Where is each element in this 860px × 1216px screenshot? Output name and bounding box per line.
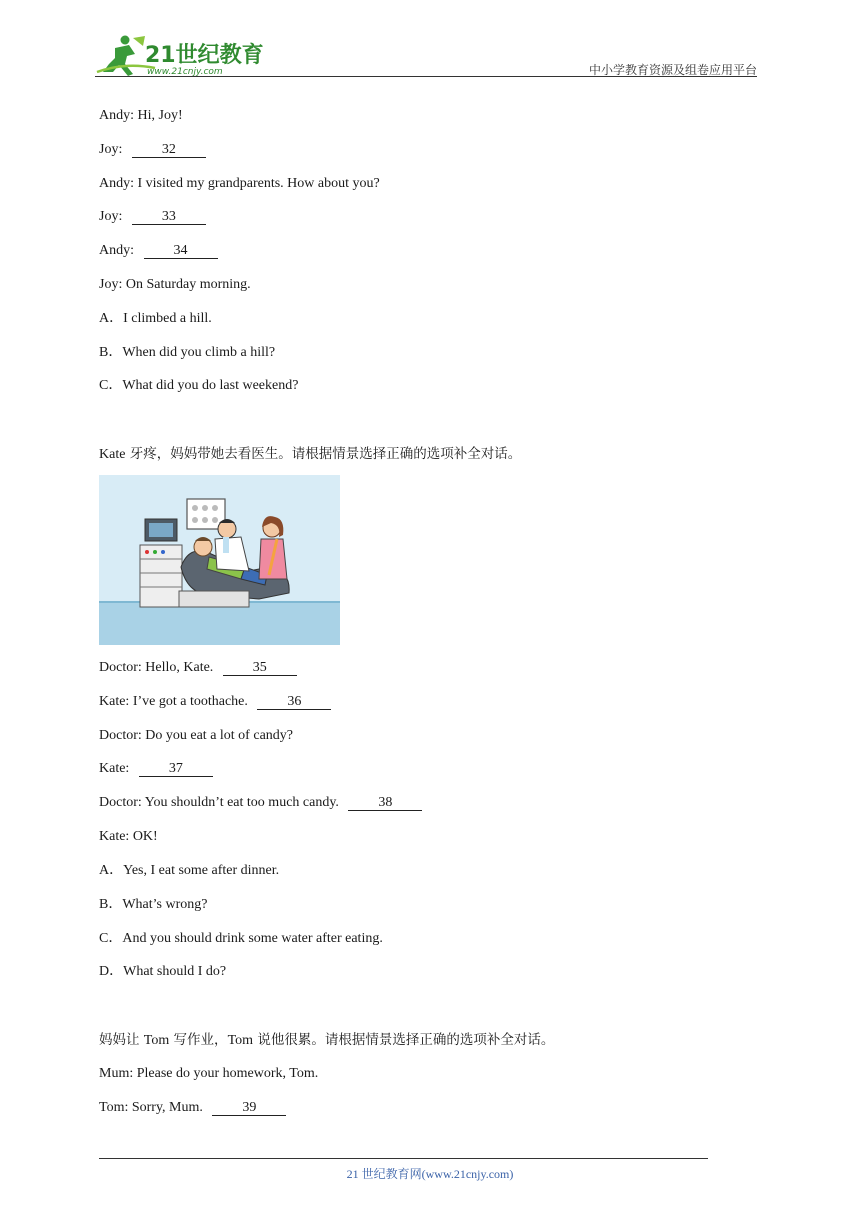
speaker-text: Tom: Sorry, Mum.: [99, 1100, 203, 1115]
dialogue-line: Andy: Hi, Joy!: [99, 108, 183, 123]
option-c: C．What did you do last weekend?: [99, 378, 299, 393]
header-slogan: 中小学教育资源及组卷应用平台: [588, 63, 757, 77]
page-header: [95, 32, 757, 80]
dialogue-line: [99, 760, 213, 778]
dialogue-line: Doctor: Do you eat a lot of candy?: [99, 728, 293, 743]
instruction-name: Tom: [143, 1033, 170, 1048]
dialogue-line: Andy: I visited my grandparents. How about you?: [99, 176, 380, 191]
dialogue-line: [99, 141, 206, 159]
section-instruction: [99, 445, 521, 464]
answer-blank-35[interactable]: 35: [223, 660, 297, 676]
footer-divider: [99, 1158, 708, 1159]
instruction-text: 说他很累。请根据情景选择正确的选项补全对话。: [253, 1032, 555, 1048]
option-b: B．What’s wrong?: [99, 897, 208, 912]
speaker-text: Andy:: [99, 243, 134, 258]
dialogue-line: Mum: Please do your homework, Tom.: [99, 1066, 319, 1081]
speaker-text: Doctor: Hello, Kate.: [99, 660, 214, 675]
option-a: A．Yes, I eat some after dinner.: [99, 863, 280, 878]
instruction-text: 牙疼，妈妈带她去看医生。请根据情景选择正确的选项补全对话。: [125, 446, 522, 462]
dialogue-line: [99, 693, 331, 711]
option-d: D．What should I do?: [99, 964, 227, 979]
answer-blank-39[interactable]: 39: [212, 1100, 286, 1116]
answer-blank-37[interactable]: 37: [139, 761, 213, 777]
dialogue-line: [99, 659, 297, 677]
instruction-name: Kate: [99, 447, 126, 462]
speaker-text: Kate: I’ve got a toothache.: [99, 694, 248, 709]
instruction-text: 妈妈让: [99, 1032, 144, 1048]
option-c: C．And you should drink some water after eating.: [99, 931, 383, 946]
speaker-text: Doctor: You shouldn’t eat too much candy.: [99, 795, 339, 810]
answer-blank-36[interactable]: 36: [257, 694, 331, 710]
dialogue-line: [99, 794, 422, 812]
speaker-text: Joy:: [99, 209, 123, 224]
instruction-name: Tom: [227, 1033, 254, 1048]
section-instruction: [99, 1031, 554, 1050]
dialogue-line: [99, 242, 218, 260]
answer-blank-38[interactable]: 38: [348, 795, 422, 811]
speaker-text: Kate:: [99, 761, 130, 776]
logo-text: 21世纪教育: [145, 43, 264, 68]
instruction-text: 写作业，: [169, 1032, 228, 1048]
answer-blank-32[interactable]: 32: [132, 142, 206, 158]
logo-url: www.21cnjy.com: [147, 67, 223, 77]
header-divider: [95, 76, 757, 77]
dentist-illustration: [99, 475, 340, 645]
dialogue-line: [99, 1099, 286, 1117]
site-logo: [95, 32, 265, 78]
option-b: B．When did you climb a hill?: [99, 345, 276, 360]
dialogue-line: Kate: OK!: [99, 829, 158, 844]
dialogue-line: Joy: On Saturday morning.: [99, 277, 251, 292]
page-footer: 21 世纪教育网(www.21cnjy.com): [346, 1167, 514, 1181]
answer-blank-34[interactable]: 34: [144, 243, 218, 259]
answer-blank-33[interactable]: 33: [132, 209, 206, 225]
dialogue-line: [99, 208, 206, 226]
speaker-text: Joy:: [99, 142, 123, 157]
option-a: A．I climbed a hill.: [99, 311, 212, 326]
